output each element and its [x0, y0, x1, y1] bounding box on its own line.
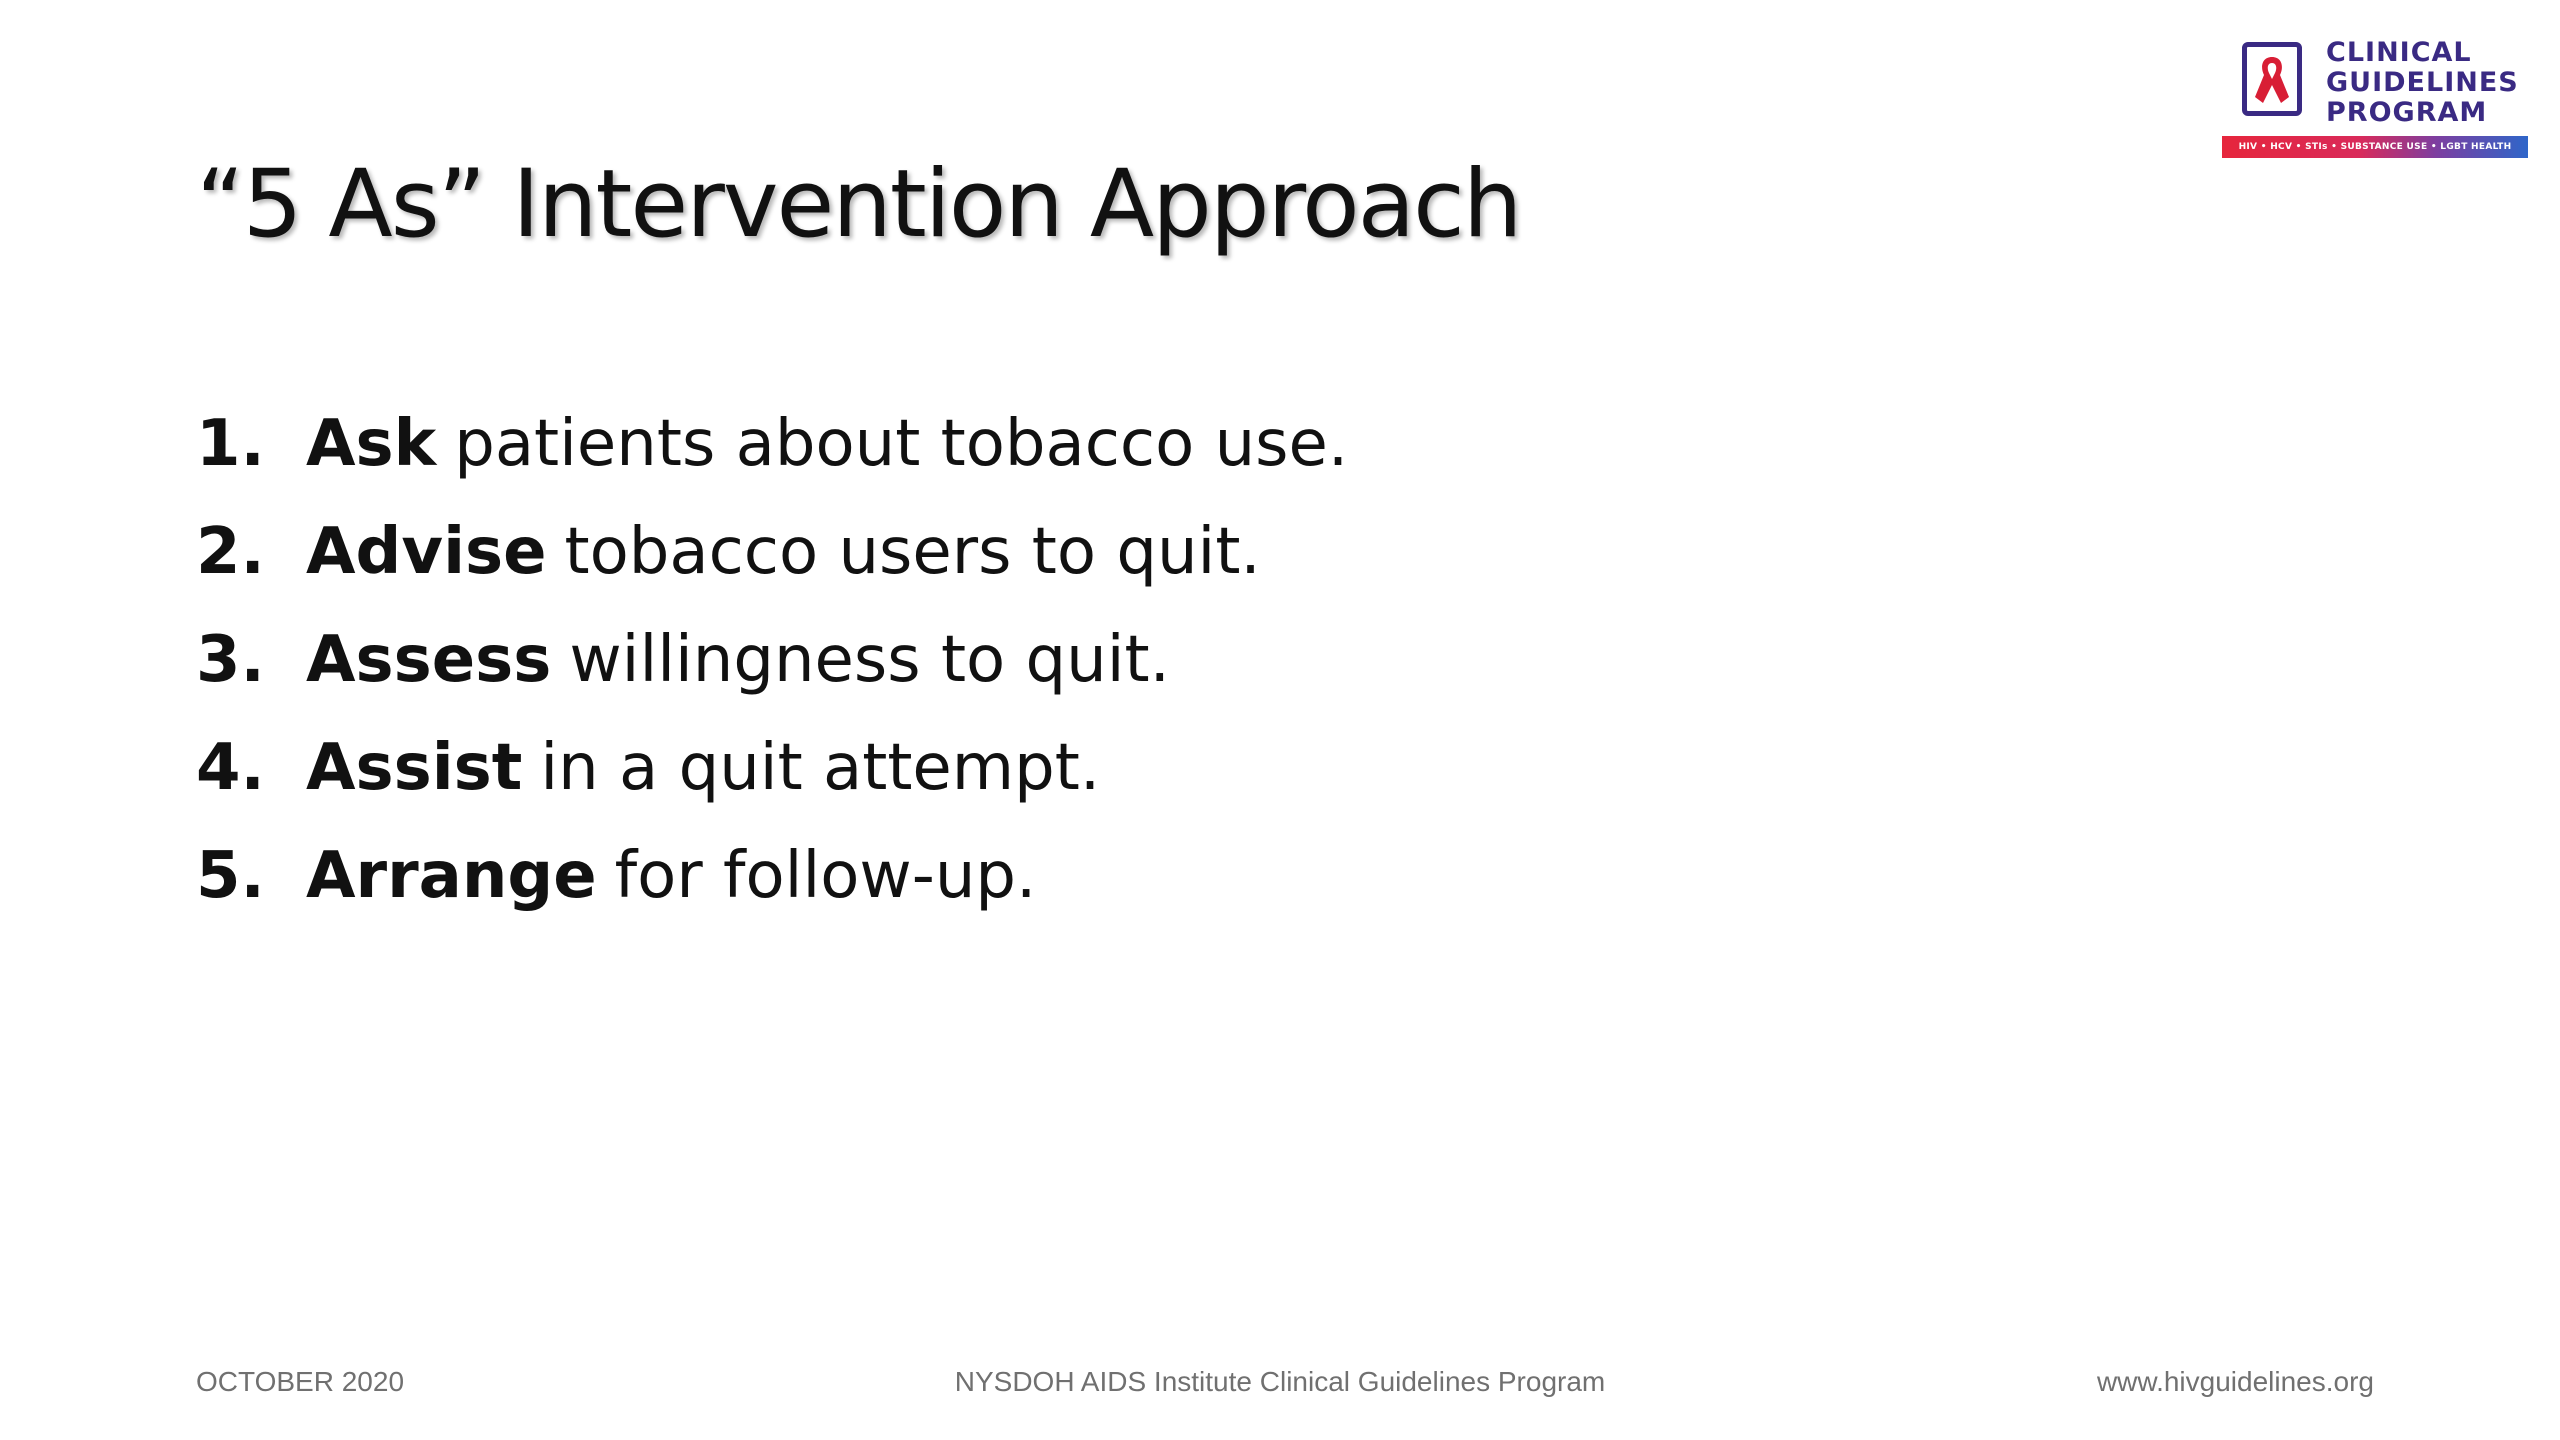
logo-line-1: CLINICAL [2326, 37, 2472, 68]
list-item [196, 822, 1348, 930]
logo-line-3: PROGRAM [2326, 97, 2488, 128]
five-as-list [196, 390, 1348, 930]
logo-wordmark [2326, 38, 2519, 128]
step-text: in a quit attempt. [540, 731, 1101, 805]
step-number: 3. [196, 623, 265, 697]
list-item [196, 498, 1348, 606]
step-text: tobacco users to quit. [564, 515, 1261, 589]
logo-line-2: GUIDELINES [2326, 67, 2519, 98]
list-item [196, 714, 1348, 822]
footer-program: NYSDOH AIDS Institute Clinical Guidelines Program [954, 1366, 1606, 1397]
footer-date: OCTOBER 2020 [196, 1366, 405, 1397]
step-number: 2. [196, 515, 265, 589]
step-text: willingness to quit. [569, 623, 1170, 697]
list-item [196, 606, 1348, 714]
list-item [196, 390, 1348, 498]
clinical-guidelines-program-logo [2222, 38, 2528, 160]
step-text: patients about tobacco use. [454, 407, 1349, 481]
step-text: for follow-up. [614, 839, 1037, 913]
step-verb: Arrange [306, 839, 597, 913]
step-number: 5. [196, 839, 265, 913]
logo-tagline-bar: HIV • HCV • STIs • SUBSTANCE USE • LGBT HEALTH [2222, 136, 2528, 158]
red-ribbon-icon [2251, 53, 2293, 109]
step-verb: Assist [306, 731, 523, 805]
step-number: 4. [196, 731, 265, 805]
footer-url: www.hivguidelines.org [2096, 1366, 2374, 1397]
logo-badge [2242, 42, 2302, 116]
step-number: 1. [196, 407, 265, 481]
step-verb: Advise [306, 515, 547, 589]
step-verb: Assess [306, 623, 552, 697]
step-verb: Ask [306, 407, 437, 481]
slide-title: “5 As” Intervention Approach [196, 150, 1521, 259]
